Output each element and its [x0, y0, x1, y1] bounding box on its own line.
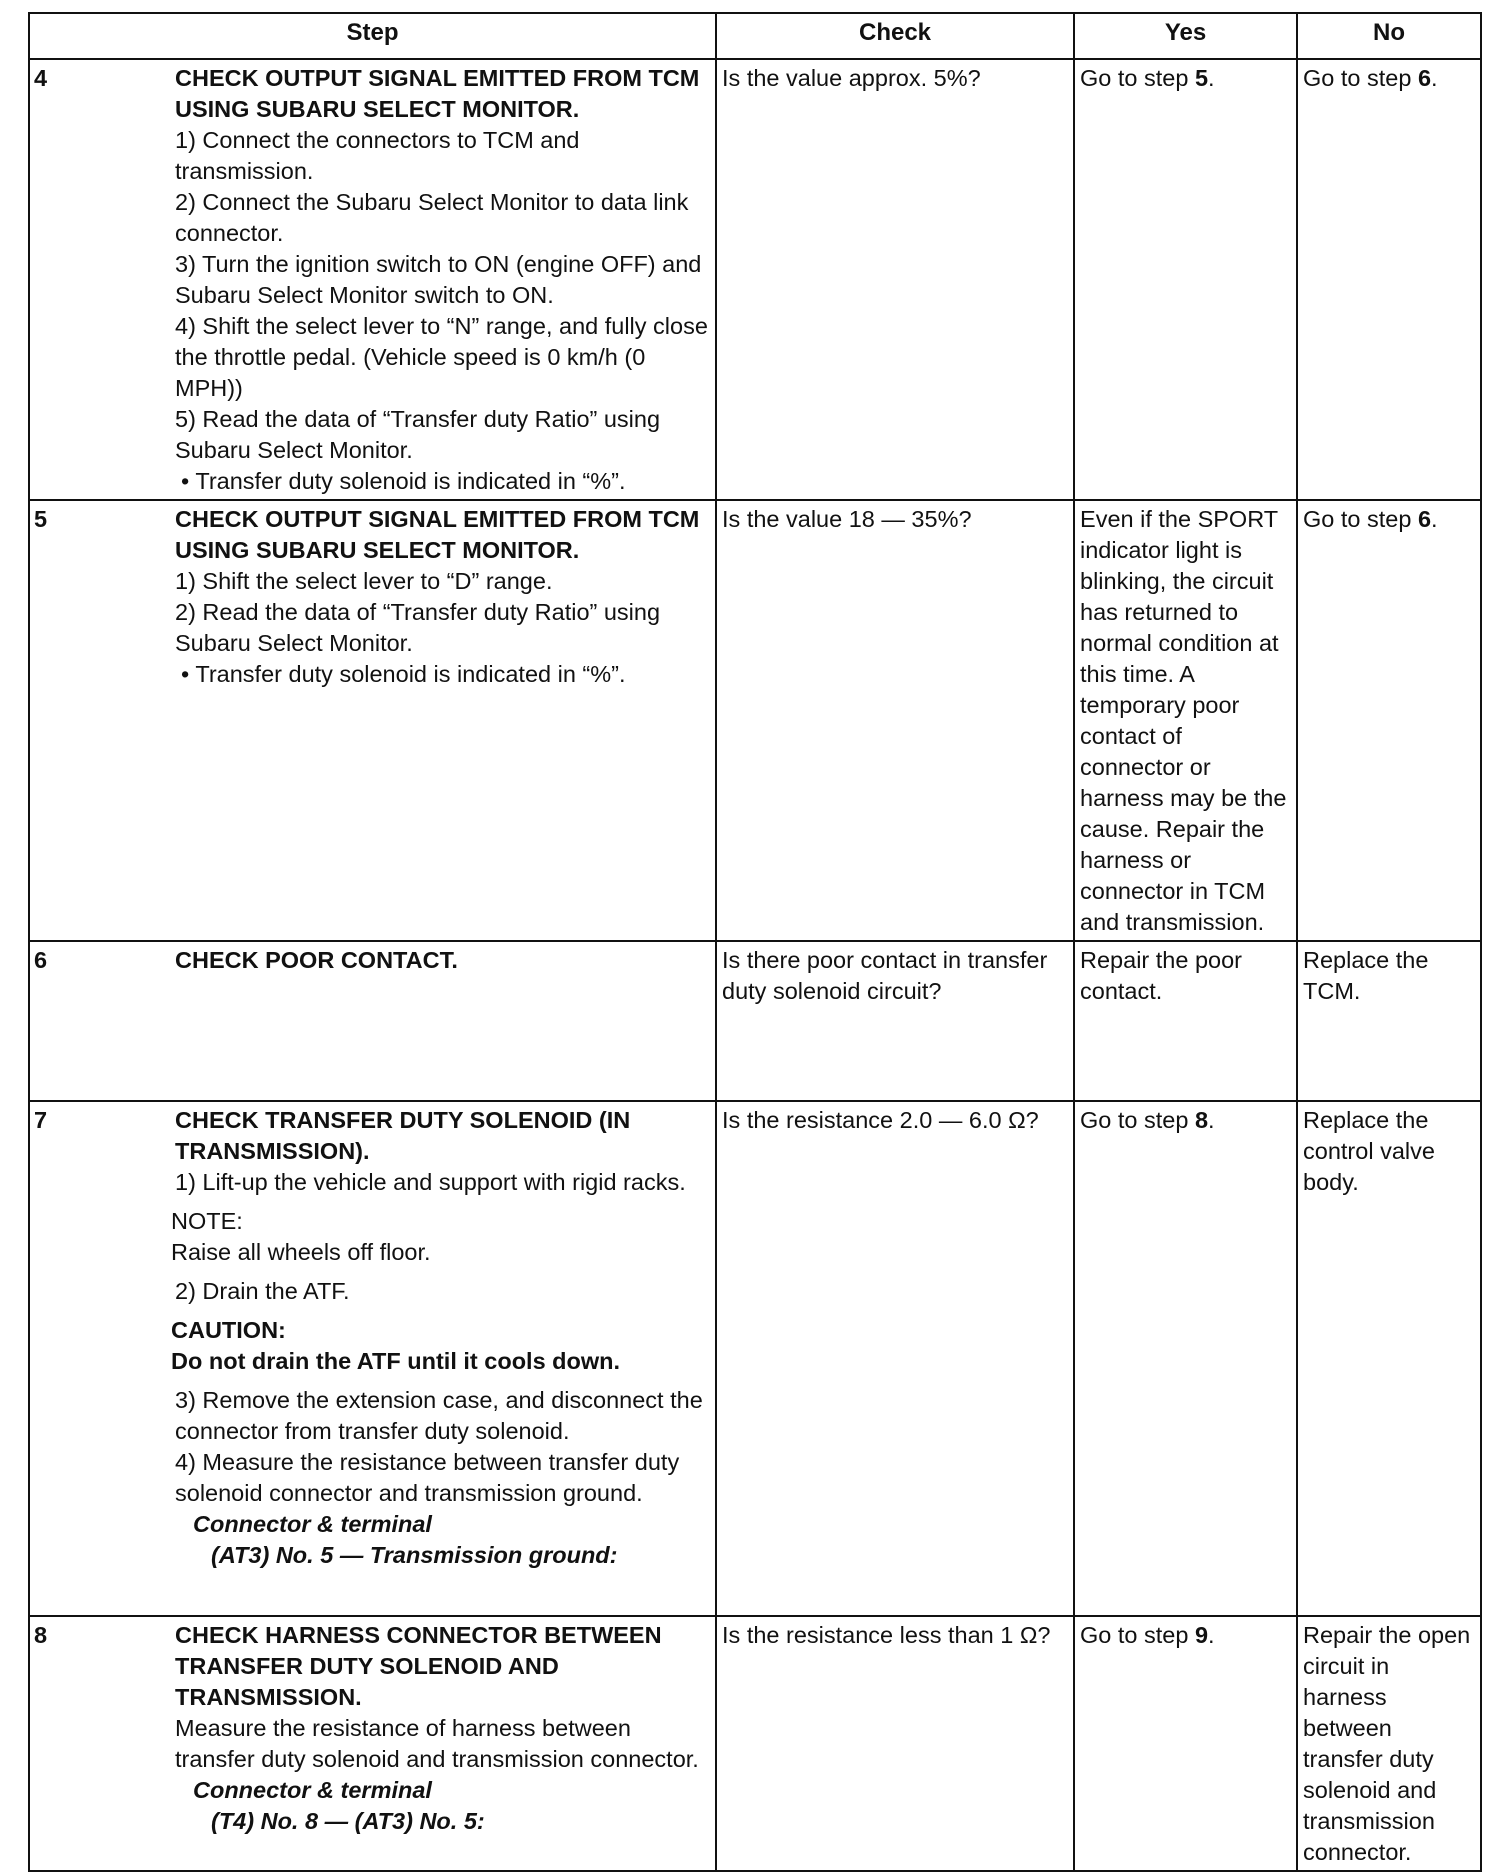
step-instruction: Measure the resistance of harness between transfer duty solenoid and transmission connector.: [175, 1715, 699, 1772]
step-instruction: 1) Shift the select lever to “D” range.: [175, 568, 553, 594]
step-title: CHECK POOR CONTACT.: [175, 947, 458, 973]
step-title: CHECK OUTPUT SIGNAL EMITTED FROM TCM USING SUBARU SELECT MONITOR.: [175, 506, 700, 563]
step-title: CHECK TRANSFER DUTY SOLENOID (IN TRANSMISSION).: [175, 1107, 631, 1164]
step-description: [151, 1101, 716, 1616]
check-cell: Is the resistance less than 1 Ω?: [716, 1616, 1074, 1871]
yes-prefix: Go to step: [1080, 65, 1195, 91]
no-cell: [1297, 59, 1481, 500]
table-row-step-8: [29, 1616, 1481, 1871]
no-cell: [1297, 500, 1481, 941]
yes-cell: Repair the poor contact.: [1074, 941, 1297, 1101]
yes-suffix: .: [1208, 65, 1215, 91]
step-number: 5: [29, 500, 151, 941]
no-cell: Repair the open circuit in harness between transfer duty solenoid and transmission connector.: [1297, 1616, 1481, 1871]
check-cell: Is the value approx. 5%?: [716, 59, 1074, 500]
step-number: 4: [29, 59, 151, 500]
yes-cell: [1074, 1101, 1297, 1616]
header-no: No: [1297, 13, 1481, 59]
step-description: [151, 1616, 716, 1871]
header-step: Step: [29, 13, 716, 59]
caution-text: Do not drain the ATF until it cools down.: [171, 1348, 621, 1374]
yes-step-ref: 8: [1194, 1107, 1209, 1133]
no-step-ref: 6: [1417, 506, 1432, 532]
yes-prefix: Go to step: [1080, 1622, 1195, 1648]
connector-terminal-value: (AT3) No. 5 — Transmission ground:: [211, 1542, 618, 1568]
connector-terminal-label: Connector & terminal: [193, 1511, 432, 1537]
bullet-item: • Transfer duty solenoid is indicated in “%”.: [181, 661, 626, 687]
step-instruction: 4) Shift the select lever to “N” range, and fully close the throttle pedal. (Vehicle speed is 0 km/h (0 MPH)): [175, 313, 708, 401]
step-title: CHECK OUTPUT SIGNAL EMITTED FROM TCM USING SUBARU SELECT MONITOR.: [175, 65, 700, 122]
note-label: NOTE:: [171, 1208, 243, 1234]
step-instruction: 3) Remove the extension case, and disconnect the connector from transfer duty solenoid.: [175, 1387, 703, 1444]
step-instruction: 2) Drain the ATF.: [175, 1278, 350, 1304]
caution-label: CAUTION:: [171, 1317, 286, 1343]
yes-suffix: .: [1208, 1107, 1215, 1133]
step-title: CHECK HARNESS CONNECTOR BETWEEN TRANSFER DUTY SOLENOID AND TRANSMISSION.: [175, 1622, 662, 1710]
bullet-text: Transfer duty solenoid is indicated in “%”.: [195, 661, 626, 687]
connector-terminal-value: (T4) No. 8 — (AT3) No. 5:: [211, 1808, 485, 1834]
yes-step-ref: 9: [1194, 1622, 1209, 1648]
step-description: [151, 941, 716, 1101]
check-cell: Is the resistance 2.0 — 6.0 Ω?: [716, 1101, 1074, 1616]
note-text: Raise all wheels off floor.: [171, 1239, 431, 1265]
yes-suffix: .: [1208, 1622, 1215, 1648]
step-instruction: 2) Connect the Subaru Select Monitor to data link connector.: [175, 189, 689, 246]
table-row-step-7: [29, 1101, 1481, 1616]
no-suffix: .: [1431, 65, 1438, 91]
step-description: [151, 59, 716, 500]
yes-step-ref: 5: [1194, 65, 1209, 91]
step-description: [151, 500, 716, 941]
diagnostic-procedure-sheet: [28, 12, 1480, 1872]
table-header-row: [29, 13, 1481, 59]
no-prefix: Go to step: [1303, 65, 1418, 91]
step-instruction: 4) Measure the resistance between transfer duty solenoid connector and transmission ground.: [175, 1449, 680, 1506]
yes-prefix: Go to step: [1080, 1107, 1195, 1133]
yes-cell: [1074, 1616, 1297, 1871]
no-cell: Replace the TCM.: [1297, 941, 1481, 1101]
step-instruction: 1) Connect the connectors to TCM and transmission.: [175, 127, 580, 184]
step-instruction: 2) Read the data of “Transfer duty Ratio” using Subaru Select Monitor.: [175, 599, 661, 656]
step-instruction: 1) Lift-up the vehicle and support with rigid racks.: [175, 1169, 686, 1195]
header-yes: Yes: [1074, 13, 1297, 59]
table-row-step-5: [29, 500, 1481, 941]
bullet-text: Transfer duty solenoid is indicated in “%”.: [195, 468, 626, 494]
no-prefix: Go to step: [1303, 506, 1418, 532]
step-instruction: 3) Turn the ignition switch to ON (engine OFF) and Subaru Select Monitor switch to ON.: [175, 251, 702, 308]
diagnostic-table: [28, 12, 1482, 1872]
no-suffix: .: [1431, 506, 1438, 532]
no-cell: Replace the control valve body.: [1297, 1101, 1481, 1616]
table-row-step-4: [29, 59, 1481, 500]
table-row-step-6: [29, 941, 1481, 1101]
yes-cell: Even if the SPORT indicator light is blinking, the circuit has returned to normal condition at this time. A temporary poor contact of connector or harness may be the cause. Repair the harness or connector in TCM and transmission.: [1074, 500, 1297, 941]
step-number: 6: [29, 941, 151, 1101]
yes-cell: [1074, 59, 1297, 500]
connector-terminal-label: Connector & terminal: [193, 1777, 432, 1803]
check-cell: Is there poor contact in transfer duty solenoid circuit?: [716, 941, 1074, 1101]
step-instruction: 5) Read the data of “Transfer duty Ratio” using Subaru Select Monitor.: [175, 406, 661, 463]
bullet-item: • Transfer duty solenoid is indicated in “%”.: [181, 468, 626, 494]
header-check: Check: [716, 13, 1074, 59]
check-cell: Is the value 18 — 35%?: [716, 500, 1074, 941]
no-step-ref: 6: [1417, 65, 1432, 91]
step-number: 7: [29, 1101, 151, 1616]
step-number: 8: [29, 1616, 151, 1871]
